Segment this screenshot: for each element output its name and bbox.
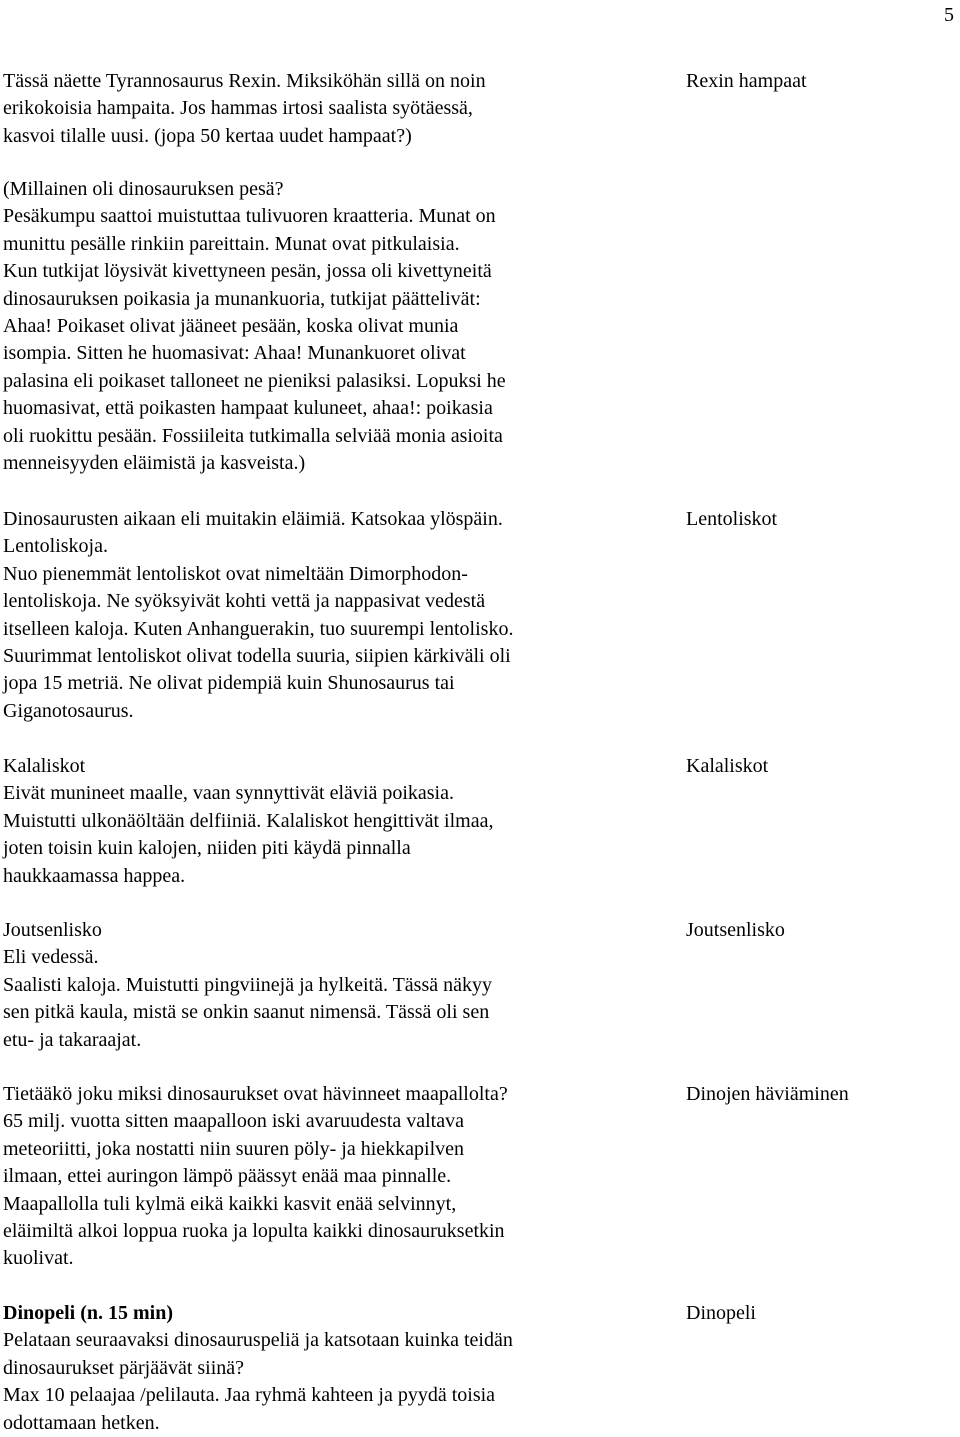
text-line: 65 milj. vuotta sitten maapalloon iski avaruudesta valtava <box>3 1110 464 1133</box>
text-line: kuolivat. <box>3 1247 74 1270</box>
text-line: itselleen kaloja. Kuten Anhanguerakin, tuo suurempi lentolisko. <box>3 617 514 640</box>
text-line: Max 10 pelaajaa /pelilauta. Jaa ryhmä kahteen ja pyydä toisia <box>3 1384 496 1407</box>
text-line: munittu pesälle rinkiin pareittain. Munat ovat pitkulaisia. <box>3 232 460 255</box>
text-line: (Millainen oli dinosauruksen pesä? <box>3 178 284 200</box>
section-text <box>3 1081 633 1273</box>
text-line: Dinopeli (n. 15 min) <box>3 1302 174 1324</box>
page-number: 5 <box>944 4 954 26</box>
text-line: odottamaan hetken. <box>3 1411 160 1434</box>
text-line: Joutsenlisko <box>3 919 102 941</box>
text-line: haukkaamassa happea. <box>3 864 186 887</box>
margin-heading: Rexin hampaat <box>686 70 807 92</box>
text-line: palasina eli poikaset talloneet ne pieniksi palasiksi. Lopuksi he <box>3 369 506 392</box>
section-text <box>3 176 633 477</box>
text-line: Ahaa! Poikaset olivat jääneet pesään, koska olivat munia <box>3 315 459 338</box>
margin-heading: Joutsenlisko <box>686 919 785 941</box>
text-line: kasvoi tilalle uusi. (jopa 50 kertaa uudet hampaat?) <box>3 124 412 147</box>
text-line: Nuo pienemmät lentoliskot ovat nimeltään Dimorphodon- <box>3 562 468 585</box>
text-line: Dinosaurusten aikaan eli muitakin eläimiä. Katsokaa ylöspäin. <box>3 508 503 530</box>
text-line: eläimiltä alkoi loppua ruoka ja lopulta kaikki dinosauruksetkin <box>3 1220 505 1243</box>
text-line: isompia. Sitten he huomasivat: Ahaa! Munankuoret olivat <box>3 342 466 365</box>
text-line: oli ruokittu pesään. Fossiileita tutkimalla selviää monia asioita <box>3 424 503 447</box>
text-line: Pelataan seuraavaksi dinosauruspeliä ja katsotaan kuinka teidän <box>3 1329 513 1352</box>
section-text <box>3 917 633 1054</box>
text-line: huomasivat, että poikasten hampaat kuluneet, ahaa!: poikasia <box>3 397 493 420</box>
text-line: Kalaliskot <box>3 755 86 777</box>
text-line: lentoliskoja. Ne syöksyivät kohti vettä ja nappasivat vedestä <box>3 590 486 613</box>
margin-heading: Dinopeli <box>686 1302 756 1324</box>
text-line: Lentoliskoja. <box>3 535 108 558</box>
text-line: menneisyyden eläimistä ja kasveista.) <box>3 452 306 475</box>
text-line: Pesäkumpu saattoi muistuttaa tulivuoren kraatteria. Munat on <box>3 205 496 228</box>
text-line: Maapallolla tuli kylmä eikä kaikki kasvit enää selvinnyt, <box>3 1192 457 1215</box>
text-line: Tässä näette Tyrannosaurus Rexin. Miksiköhän sillä on noin <box>3 70 486 92</box>
text-line: dinosauruksen poikasia ja munankuoria, tutkijat päättelivät: <box>3 287 481 310</box>
text-line: erikokoisia hampaita. Jos hammas irtosi saalista syötäessä, <box>3 97 473 120</box>
text-line: Kun tutkijat löysivät kivettyneen pesän, jossa oli kivettyneitä <box>3 260 492 283</box>
text-line: Saalisti kaloja. Muistutti pingviinejä ja hylkeitä. Tässä näkyy <box>3 973 492 996</box>
section-text <box>3 1300 633 1437</box>
text-line: Tietääkö joku miksi dinosaurukset ovat hävinneet maapallolta? <box>3 1083 508 1105</box>
margin-heading: Lentoliskot <box>686 508 778 530</box>
margin-heading: Kalaliskot <box>686 755 769 777</box>
text-line: jopa 15 metriä. Ne olivat pidempiä kuin Shunosaurus tai <box>3 672 455 695</box>
text-line: Muistutti ulkonäöltään delfiiniä. Kalaliskot hengittivät ilmaa, <box>3 809 494 832</box>
text-line: joten toisin kuin kalojen, niiden piti käydä pinnalla <box>3 837 411 860</box>
margin-heading: Dinojen häviäminen <box>686 1083 849 1105</box>
text-line: Eli vedessä. <box>3 946 99 969</box>
section-text <box>3 506 633 725</box>
text-line: dinosaurukset pärjäävät siinä? <box>3 1356 245 1379</box>
text-line: ilmaan, ettei auringon lämpö päässyt enää maa pinnalle. <box>3 1165 452 1188</box>
text-line: Giganotosaurus. <box>3 699 134 722</box>
text-line: meteoriitti, joka nostatti niin suuren pöly- ja hiekkapilven <box>3 1137 465 1160</box>
text-line: sen pitkä kaula, mistä se onkin saanut nimensä. Tässä oli sen <box>3 1001 490 1024</box>
section-text <box>3 753 633 890</box>
text-line: Eivät munineet maalle, vaan synnyttivät eläviä poikasia. <box>3 782 454 805</box>
text-line: Suurimmat lentoliskot olivat todella suuria, siipien kärkiväli oli <box>3 645 511 668</box>
text-line: etu- ja takaraajat. <box>3 1028 142 1051</box>
section-text <box>3 68 633 150</box>
